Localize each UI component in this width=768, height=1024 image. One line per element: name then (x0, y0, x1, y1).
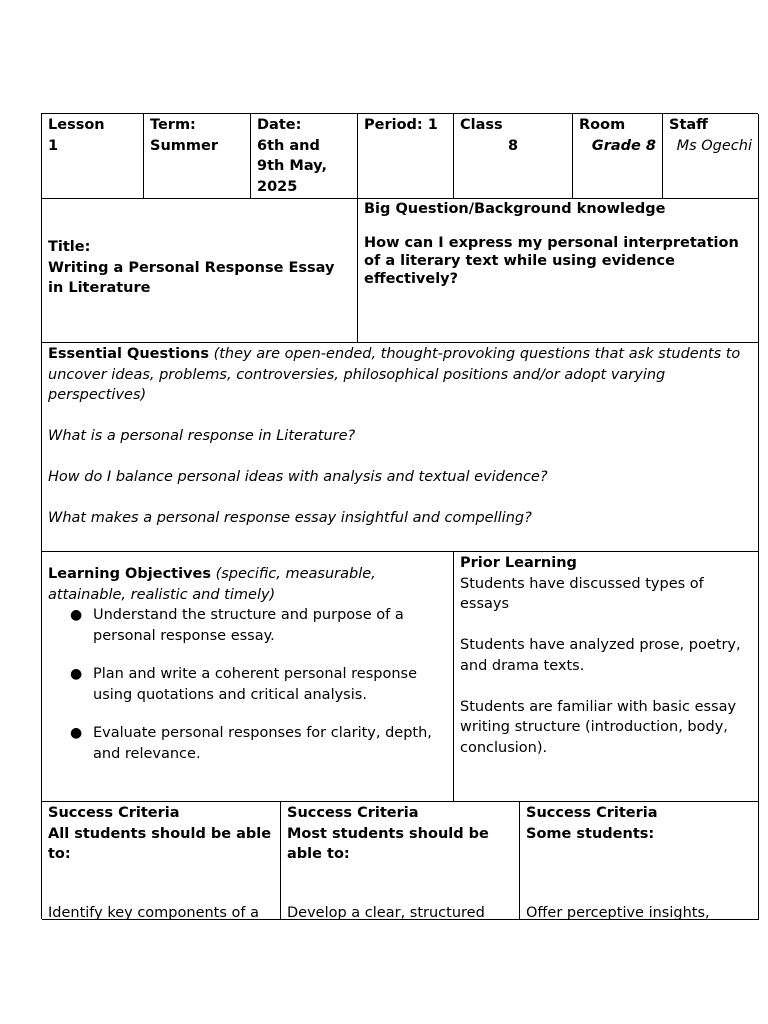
success-criteria-text: Identify key components of a (48, 904, 260, 920)
lesson-title: Writing a Personal Response Essay in Literature (48, 259, 335, 296)
lesson-plan-table (41, 113, 758, 919)
success-criteria-most-cell (281, 802, 520, 920)
date-value-line3: 2025 (257, 178, 298, 195)
success-criteria-text: Offer perceptive insights, (526, 904, 710, 920)
objective-text: Evaluate personal responses for clarity, depth, and relevance. (93, 725, 432, 762)
room-value: Grade 8 (591, 137, 656, 154)
bullet-icon: ● (70, 607, 83, 623)
bullet-icon: ● (70, 725, 83, 741)
period-label: Period: 1 (364, 117, 438, 133)
success-criteria-all-cell (42, 802, 281, 920)
room-label: Room (579, 117, 626, 133)
learning-objectives-cell (42, 552, 454, 802)
title-label: Title: (48, 239, 91, 255)
list-item (48, 605, 447, 646)
learning-objectives-heading: Learning Objectives (48, 566, 211, 582)
staff-cell (663, 114, 759, 199)
prior-learning-cell (454, 552, 759, 802)
prior-learning-heading: Prior Learning (460, 555, 577, 571)
lesson-cell (42, 114, 144, 199)
essential-question-2: How do I balance personal ideas with analysis and textual evidence? (48, 469, 548, 485)
essential-questions-heading: Essential Questions (48, 346, 209, 362)
staff-value: Ms Ogechi (676, 137, 752, 154)
essential-question-3: What makes a personal response essay insightful and compelling? (48, 510, 532, 526)
date-value-line2: 9th May, (257, 158, 327, 174)
objective-text: Plan and write a coherent personal response using quotations and critical analysis. (93, 666, 417, 703)
prior-learning-item-3: Students are familiar with basic essay writing structure (introduction, body, conclusion). (460, 698, 737, 756)
class-cell (454, 114, 573, 199)
prior-learning-item-1: Students have discussed types of essays (460, 575, 704, 612)
list-item (48, 664, 447, 705)
learning-objectives-list (48, 605, 447, 764)
date-cell (251, 114, 358, 199)
staff-label: Staff (669, 117, 708, 133)
success-criteria-heading: Success Criteria (526, 805, 658, 821)
list-item (48, 723, 447, 764)
essential-questions-intro (48, 344, 752, 406)
success-criteria-subheading: Most students should be able to: (287, 825, 489, 862)
learning-objectives-note: (specific, measurable, attainable, realistic and timely) (48, 566, 376, 603)
period-cell (358, 114, 454, 199)
class-label: Class (460, 117, 503, 133)
lesson-label: Lesson (48, 117, 105, 133)
essential-questions-cell (42, 343, 759, 552)
essential-question-1: What is a personal response in Literature? (48, 428, 356, 444)
big-question-cell (358, 199, 759, 343)
term-value: Summer (150, 137, 218, 154)
success-criteria-subheading: All students should be able to: (48, 825, 272, 862)
learning-objectives-intro (48, 564, 447, 605)
title-cell (42, 199, 358, 343)
objective-text: Understand the structure and purpose of a personal response essay. (93, 607, 404, 644)
big-question-text: How can I express my personal interpretation of a literary text while using evidence effectively? (364, 235, 739, 287)
lesson-value: 1 (48, 137, 59, 154)
bullet-icon: ● (70, 666, 83, 682)
date-value-line1: 6th and (257, 137, 320, 154)
essential-questions-note: (they are open-ended, thought-provoking questions that ask students to uncover ideas, problems, controversies, philosophical positions and/or adopt varying perspectives) (48, 346, 741, 403)
term-label: Term: (150, 117, 196, 133)
success-criteria-text: Develop a clear, structured (287, 904, 485, 920)
success-criteria-heading: Success Criteria (287, 805, 419, 821)
class-value: 8 (507, 137, 519, 154)
success-criteria-subheading: Some students: (526, 825, 655, 842)
prior-learning-item-2: Students have analyzed prose, poetry, and drama texts. (460, 637, 741, 674)
term-cell (144, 114, 251, 199)
date-label: Date: (257, 117, 302, 133)
success-criteria-heading: Success Criteria (48, 805, 180, 821)
success-criteria-some-cell (520, 802, 759, 920)
room-cell (573, 114, 663, 199)
big-question-heading: Big Question/Background knowledge (364, 201, 666, 217)
